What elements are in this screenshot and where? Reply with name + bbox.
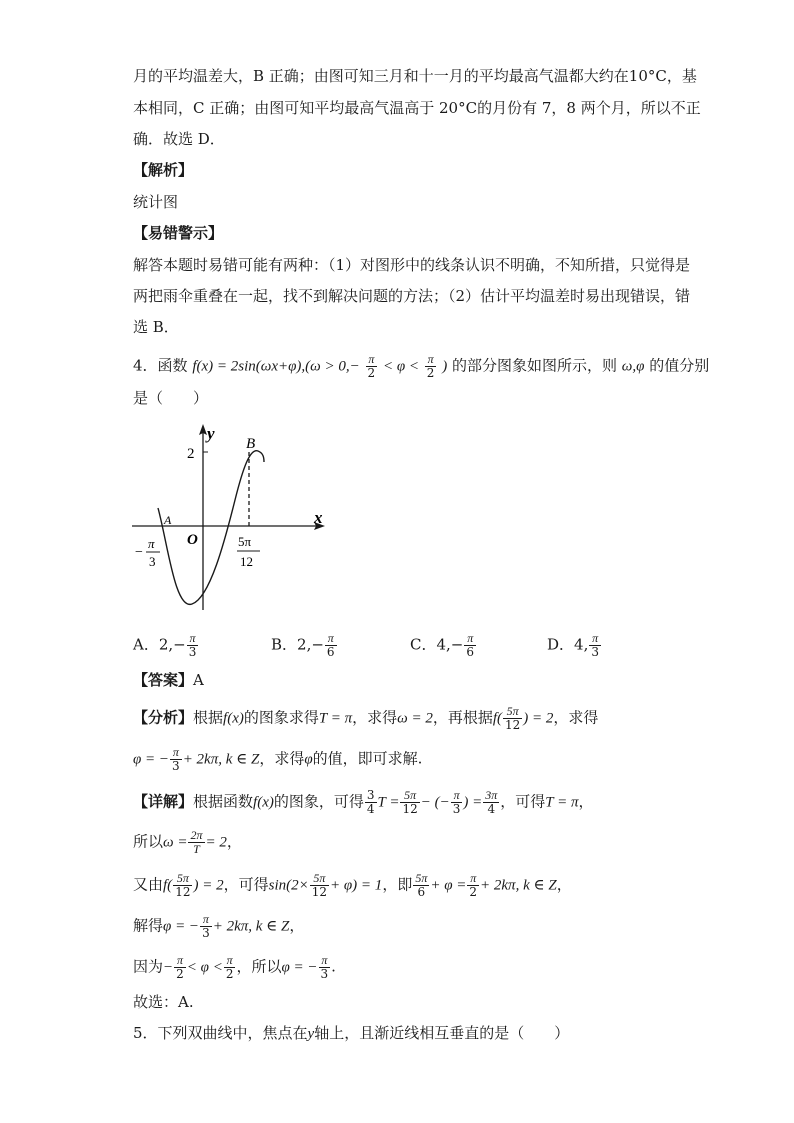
point-b-label: B: [246, 436, 256, 452]
detail-heading: 【详解】: [133, 792, 194, 811]
warning-line-2: 两把雨伞重叠在一起，找不到解决问题的方法；（2）估计平均温差时易出现错误，错: [133, 287, 691, 305]
q4-function: f(x) = 2sin(ωx+φ),(ω > 0,−: [192, 358, 360, 375]
answer-heading: 【答案】: [133, 671, 194, 689]
q4-stem: [133, 353, 709, 380]
y-axis-label: y: [207, 424, 215, 443]
answer-line: [133, 670, 204, 690]
q4-fraction-lower: $\frac{\pi}{2}$: [367, 352, 376, 380]
warning-heading: 【易错警示】: [133, 224, 224, 242]
sine-graph: [130, 420, 330, 620]
q3-continuation-line-2: 本相同，C 正确；由图可知平均最高气温高于 20°C的月份有 7，8 两个月，所以不正: [133, 99, 701, 117]
warning-line-1: 解答本题时易错可能有两种：（1）对图形中的线条认识不明确，不知所措，只觉得是: [133, 256, 691, 274]
detail-line-4: 解得φ = − $\frac{\pi}{3}$ + 2kπ, k ∈ Z，: [133, 912, 305, 940]
detail-line-2: 所以ω = $\frac{2\pi}{T}$ = 2，: [133, 828, 242, 856]
q4-fraction-upper: $\frac{\pi}{2}$: [426, 352, 435, 380]
option-a[interactable]: A．2,− $\frac{\pi}{3}$: [133, 631, 197, 659]
y-tick-label: 2: [187, 446, 195, 462]
answer-value: A: [193, 671, 204, 689]
option-c[interactable]: C．4,− $\frac{\pi}{6}$: [410, 631, 475, 659]
q4-inequality: < φ <: [382, 358, 420, 375]
analysis-heading: 【解析】: [133, 161, 194, 179]
q4-vars: ω,φ: [621, 358, 645, 375]
fenxi-line-2: φ = − $\frac{\pi}{3}$ + 2kπ, k ∈ Z，求得φ的值，即可求解.: [133, 745, 423, 773]
q3-continuation-line-3: 确．故选 D．: [133, 130, 225, 148]
detail-line-1: 【详解】根据函数f(x)的图象，可得 $\frac{3}{4}$ T = $\frac{5\pi}{12}$ − (− $\frac{\pi}{3}$ ) = $\frac{3\pi}{4}$ ，可得T = π，: [133, 788, 594, 816]
warning-line-3: 选 B．: [133, 318, 179, 336]
q4-tail2: 的值分别: [649, 356, 710, 375]
fenxi-heading: 【分析】: [133, 708, 194, 727]
neg-tick-num: π: [148, 536, 155, 551]
option-d[interactable]: D．4, $\frac{\pi}{3}$: [547, 631, 599, 659]
q4-close: ): [442, 358, 448, 375]
q5-stem: 5．下列双曲线中，焦点在y轴上，且渐近线相互垂直的是（ ）: [133, 1024, 570, 1042]
q3-continuation-line-1: 月的平均温差大，B 正确；由图可知三月和十一月的平均最高气温都大约在10°C，基: [133, 67, 697, 85]
detail-line-6: 故选：A.: [133, 993, 194, 1011]
q4-number: 4．函数: [133, 356, 188, 375]
point-a-label: A: [164, 513, 172, 527]
neg-tick-sign: −: [135, 545, 143, 560]
q4-tail: 的部分图象如图所示，则: [452, 356, 618, 375]
pos-tick-den: 12: [240, 554, 253, 569]
x-axis-label: x: [314, 508, 323, 527]
option-b[interactable]: B．2,− $\frac{\pi}{6}$: [271, 631, 335, 659]
q4-stem-line-2: 是（ ）: [133, 389, 209, 407]
sine-curve: [158, 451, 264, 605]
origin-label: O: [187, 532, 198, 548]
pos-tick-num: 5π: [238, 534, 252, 549]
detail-line-3: 又由f( $\frac{5\pi}{12}$ ) = 2，可得sin(2× $\frac{5\pi}{12}$ + φ) = 1，即 $\frac{5\pi}{6}$ + φ = $\frac{\pi}{2}$ + 2kπ, k ∈ Z，: [133, 871, 572, 899]
fenxi-line-1: 【分析】根据f(x)的图象求得T = π，求得ω = 2，再根据f( $\frac{5\pi}{12}$ ) = 2，求得: [133, 704, 599, 732]
analysis-text: 统计图: [133, 193, 179, 211]
detail-line-5: 因为− $\frac{\pi}{2}$ < φ < $\frac{\pi}{2}$ ，所以φ = − $\frac{\pi}{3}$ .: [133, 953, 336, 981]
neg-tick-den: 3: [149, 554, 156, 569]
